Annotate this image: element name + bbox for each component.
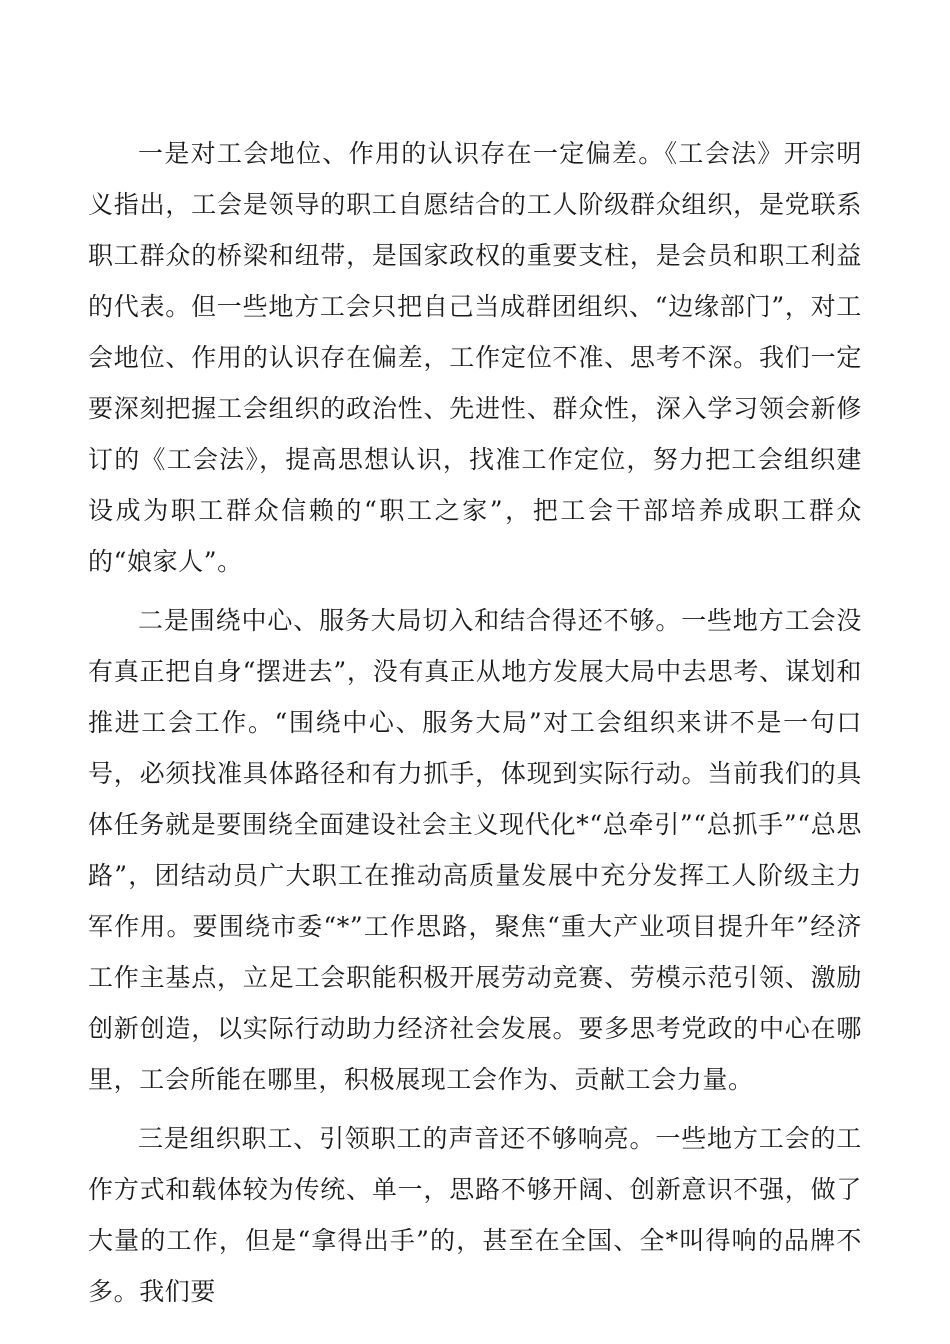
paragraph-1: 一是对工会地位、作用的认识存在一定偏差。《工会法》开宗明义指出，工会是领导的职工自愿结合的工人阶级群众组织，是党联系职工群众的桥梁和纽带，是国家政权的重要支柱，是会员和职工利益的代表。但一些地方工会只把自己当成群团组织、“边缘部门”，对工会地位、作用的认识存在偏差，工作定位不准、思考不深。我们一定要深刻把握工会组织的政治性、先进性、群众性，深入学习领会新修订的《工会法》，提高思想认识，找准工作定位，努力把工会组织建设成为职工群众信赖的“职工之家”，把工会干部培养成职工群众的“娘家人”。 bbox=[88, 139, 862, 576]
document-body bbox=[88, 128, 862, 1325]
paragraph-3: 三是组织职工、引领职工的声音还不够响亮。一些地方工会的工作方式和载体较为传统、单一，思路不够开阔、创新意识不强，做了大量的工作，但是“拿得出手”的，甚至在全国、全*叫得响的品牌不多。我们要 bbox=[88, 1124, 862, 1306]
paragraph-2: 二是围绕中心、服务大局切入和结合得还不够。一些地方工会没有真正把自身“摆进去”，没有真正从地方发展大局中去思考、谋划和推进工会工作。“围绕中心、服务大局”对工会组织来讲不是一句口号，必须找准具体路径和有力抓手，体现到实际行动。当前我们的具体任务就是要围绕全面建设社会主义现代化*“总牵引”“总抓手”“总思路”，团结动员广大职工在推动高质量发展中充分发挥工人阶级主力军作用。要围绕市委“*”工作思路，聚焦“重大产业项目提升年”经济工作主基点，立足工会职能积极开展劳动竞赛、劳模示范引领、激励创新创造，以实际行动助力经济社会发展。要多思考党政的中心在哪里，工会所能在哪里，积极展现工会作为、贡献工会力量。 bbox=[88, 606, 862, 1094]
